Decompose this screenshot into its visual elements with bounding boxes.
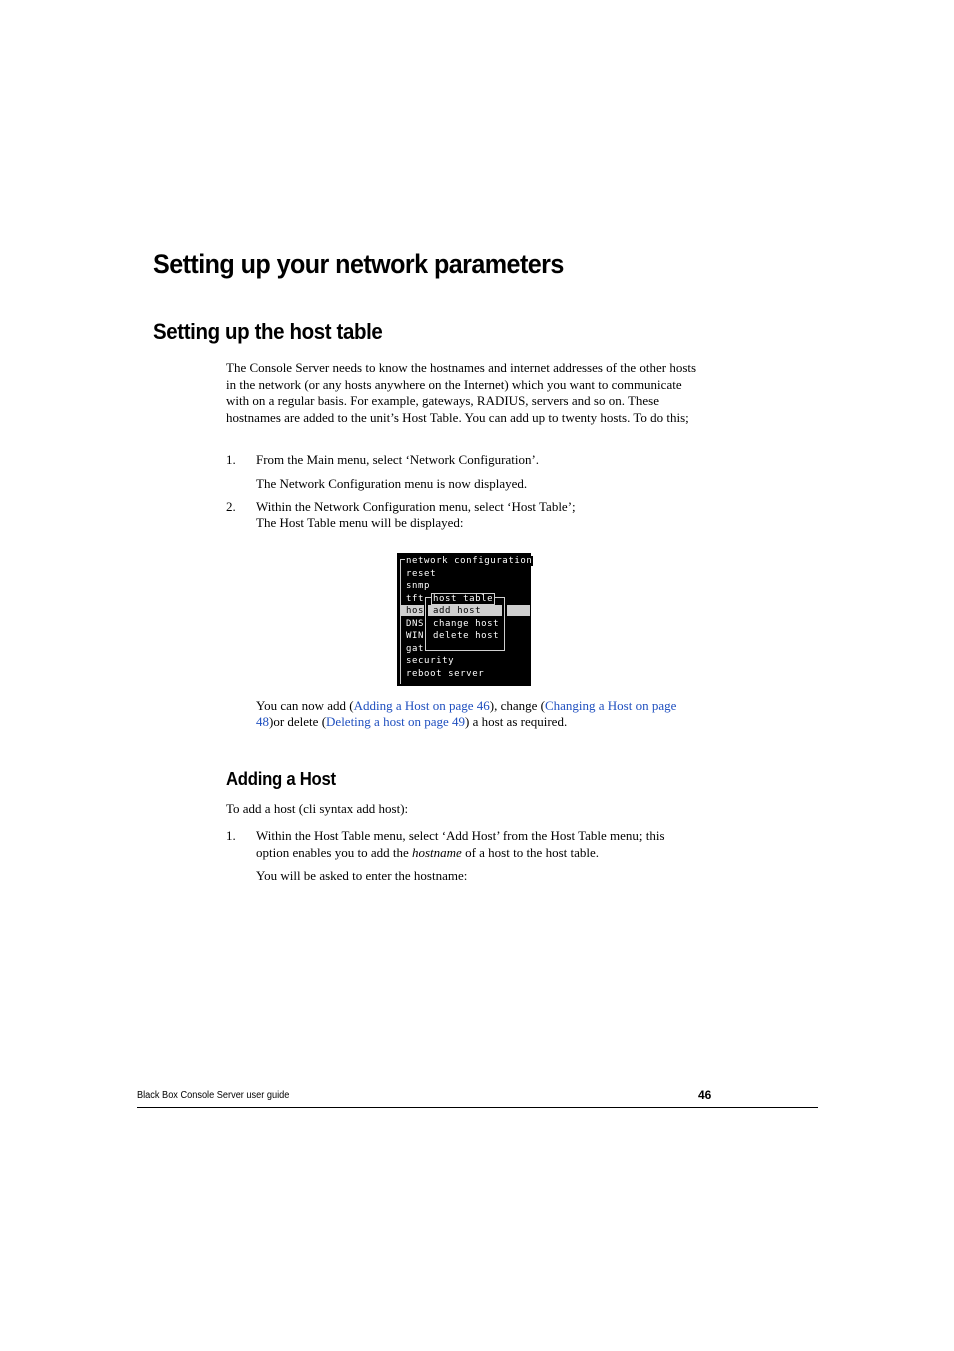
text: ) a host as required. [465, 714, 568, 729]
submenu-item-selected: add host [433, 606, 482, 616]
menu-item: gat [406, 644, 425, 654]
link-changing-host[interactable]: Changing a Host on page [544, 698, 677, 713]
step-number: 1. [226, 828, 236, 843]
link-changing-host-page[interactable]: 48 [256, 714, 269, 729]
menu-item: WIN [406, 631, 425, 641]
step-text: Within the Host Table menu, select ‘Add Host’ from the Host Table menu; this [256, 828, 665, 843]
terminal-screenshot [397, 553, 531, 686]
text: )or delete ( [269, 714, 327, 729]
menu-item: reboot server [406, 669, 485, 679]
crossref-line-2 [256, 714, 567, 731]
menu-item: reset [406, 569, 437, 579]
menu-item-selected: hos [406, 606, 425, 616]
link-deleting-host[interactable]: Deleting a host on page 49 [326, 714, 466, 729]
submenu-item: change host [433, 619, 500, 629]
subsection-heading-adding-host: Adding a Host [226, 769, 336, 789]
step-note: The Network Configuration menu is now displayed. [256, 476, 528, 491]
text: You can now add ( [256, 698, 354, 713]
text: option enables you to add the [256, 845, 412, 860]
footer-title: Black Box Console Server user guide [137, 1090, 290, 1101]
footer-rule [137, 1107, 818, 1108]
link-adding-host[interactable]: Adding a Host on page 46 [353, 698, 490, 713]
step-text: The Host Table menu will be displayed: [256, 515, 464, 530]
crossref-line-1 [256, 698, 676, 715]
section-heading-host-table: Setting up the host table [153, 319, 383, 344]
menu-item: DNS [406, 619, 425, 629]
menu-item: tft [406, 594, 425, 604]
italic-term: hostname [411, 845, 462, 860]
step-text [256, 845, 599, 862]
submenu-title: host table [433, 594, 494, 604]
text: of a host to the host table. [461, 845, 600, 860]
step-note: You will be asked to enter the hostname: [256, 868, 468, 883]
submenu-item: delete host [433, 631, 500, 641]
page-title: Setting up your network parameters [153, 249, 564, 279]
menu-item: security [406, 656, 455, 666]
step-number: 2. [226, 499, 236, 514]
step-number: 1. [226, 452, 236, 467]
step-text: From the Main menu, select ‘Network Configuration’. [256, 452, 540, 467]
menu-title: network configuration [406, 556, 533, 566]
intro-paragraph: The Console Server needs to know the hostnames and internet addresses of the other hosts in the network (or any hosts anywhere on the Internet) which you want to communicate with on a regular basis. For example, gateways, RADIUS, servers and so on. These hostnames are added to the unit’s Host Table. You can add up to twenty hosts. To do this; [226, 360, 697, 425]
adding-intro: To add a host (cli syntax add host): [226, 801, 409, 816]
step-text: Within the Network Configuration menu, select ‘Host Table’; [256, 499, 576, 514]
page-number: 46 [698, 1088, 712, 1102]
menu-item: snmp [406, 581, 431, 591]
text: ), change ( [489, 698, 545, 713]
